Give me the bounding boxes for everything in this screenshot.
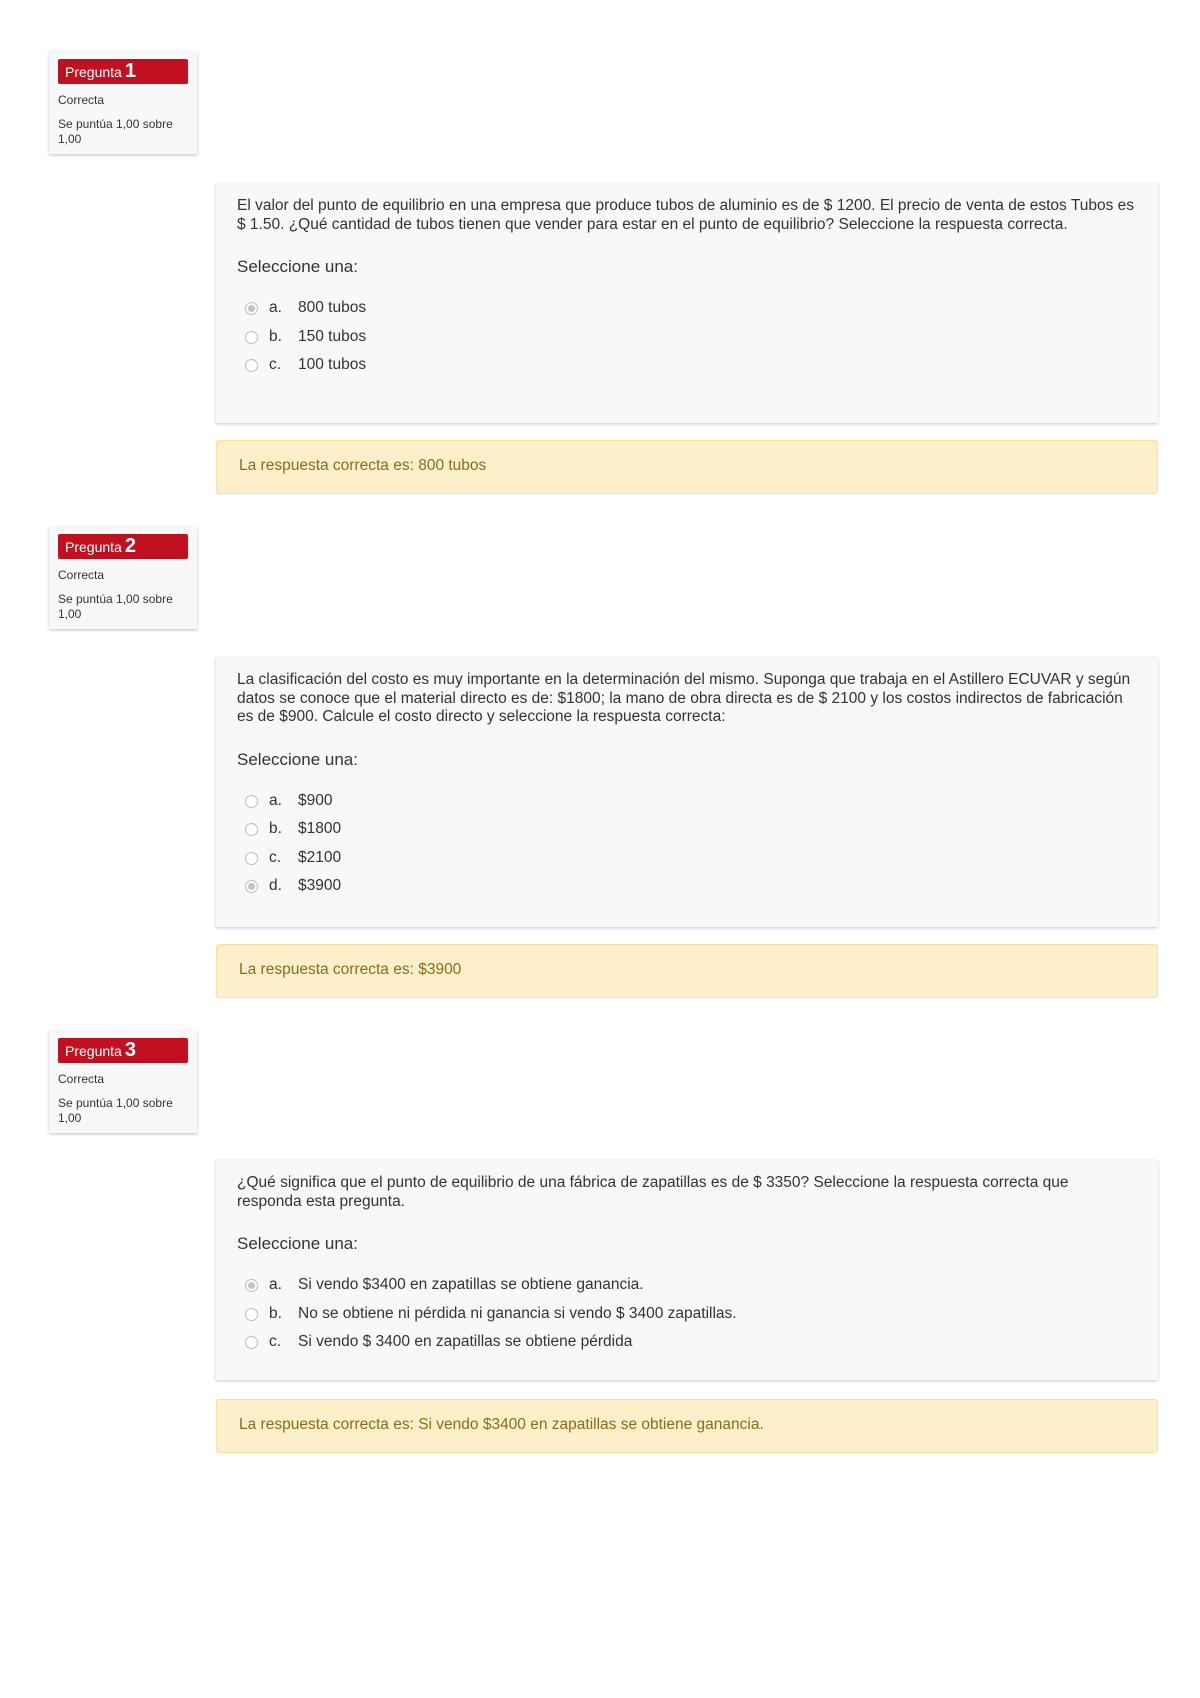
radio-button-selected[interactable] xyxy=(245,880,258,893)
question-number: 2 xyxy=(124,535,136,557)
question-grade: Se puntúa 1,00 sobre 1,00 xyxy=(58,117,173,146)
radio-button-selected[interactable] xyxy=(245,1279,258,1292)
question-number-badge xyxy=(58,534,188,559)
answer-prompt: Seleccione una: xyxy=(237,749,358,769)
question-grade: Se puntúa 1,00 sobre 1,00 xyxy=(58,592,173,621)
answer-list xyxy=(237,791,1136,905)
radio-button[interactable] xyxy=(245,1336,258,1349)
answer-letter: d. xyxy=(269,877,282,894)
answer-letter: b. xyxy=(269,820,282,837)
answer-text: Si vendo $ 3400 en zapatillas se obtiene pérdida xyxy=(298,1333,633,1350)
answer-option[interactable] xyxy=(237,1332,1136,1361)
answer-text: 150 tubos xyxy=(298,327,367,345)
radio-button[interactable] xyxy=(245,331,258,344)
question-text: La clasificación del costo es muy importante en la determinación del mismo. Suponga que trabaja en el Astillero ECUVAR y según datos se conoce que el material directo es de: $1800; la mano de obra directa es de $ 2100 y los costos indirectos de fabricación es de $900. Calcule el costo directo y seleccione la respuesta correcta: xyxy=(237,671,1131,725)
answer-letter: c. xyxy=(269,1333,282,1350)
answer-list xyxy=(237,298,1136,384)
question-state: Correcta xyxy=(58,93,105,107)
answer-option[interactable] xyxy=(237,355,1136,384)
radio-button[interactable] xyxy=(245,852,258,865)
question-badge-label: Pregunta xyxy=(65,539,122,555)
answer-text: $1800 xyxy=(298,820,342,837)
answer-option[interactable] xyxy=(237,848,1136,877)
answer-text: No se obtiene ni pérdida ni ganancia si vendo $ 3400 zapatillas. xyxy=(298,1304,737,1322)
answer-option[interactable] xyxy=(237,298,1136,327)
question-number-badge xyxy=(58,59,188,84)
answer-text: Si vendo $3400 en zapatillas se obtiene ganancia. xyxy=(298,1276,644,1293)
question-info-box xyxy=(49,52,197,154)
question-info-box xyxy=(49,1031,197,1133)
answer-letter: b. xyxy=(269,327,282,345)
question-card xyxy=(216,657,1158,927)
answer-letter: a. xyxy=(269,299,282,316)
question-state: Correcta xyxy=(58,1072,105,1086)
answer-option[interactable] xyxy=(237,791,1136,820)
correct-answer-feedback: La respuesta correcta es: 800 tubos xyxy=(216,440,1158,494)
answer-letter: a. xyxy=(269,1276,282,1293)
question-text: El valor del punto de equilibrio en una empresa que produce tubos de aluminio es de $ 1200. El precio de venta de estos Tubos es $ 1.50. ¿Qué cantidad de tubos tienen que vender para estar en el punto de equilibrio? Seleccione la respuesta correcta. xyxy=(237,197,1135,233)
answer-letter: c. xyxy=(269,356,282,373)
question-card xyxy=(216,183,1158,423)
answer-prompt: Seleccione una: xyxy=(237,1234,358,1253)
question-state: Correcta xyxy=(58,568,105,582)
answer-letter: c. xyxy=(269,848,282,866)
question-badge-label: Pregunta xyxy=(65,1043,122,1059)
correct-answer-feedback: La respuesta correcta es: $3900 xyxy=(216,944,1158,998)
answer-text: $2100 xyxy=(298,848,342,866)
radio-button[interactable] xyxy=(245,823,258,836)
answer-option[interactable] xyxy=(237,327,1136,356)
radio-button-selected[interactable] xyxy=(245,302,258,315)
answer-prompt: Seleccione una: xyxy=(237,257,358,276)
radio-button[interactable] xyxy=(245,359,258,372)
answer-option[interactable] xyxy=(237,1304,1136,1333)
answer-text: 800 tubos xyxy=(298,299,367,316)
question-card xyxy=(216,1160,1158,1380)
question-number: 3 xyxy=(124,1039,136,1061)
answer-option[interactable] xyxy=(237,819,1136,848)
radio-button[interactable] xyxy=(245,795,258,808)
question-badge-label: Pregunta xyxy=(65,64,122,80)
answer-option[interactable] xyxy=(237,876,1136,905)
question-text: ¿Qué significa que el punto de equilibrio de una fábrica de zapatillas es de $ 3350? Seleccione la respuesta correcta que responda esta pregunta. xyxy=(237,1174,1069,1210)
answer-list xyxy=(237,1275,1136,1361)
answer-text: 100 tubos xyxy=(298,356,367,373)
question-info-box xyxy=(49,527,197,629)
answer-text: $900 xyxy=(298,791,333,809)
question-number-badge xyxy=(58,1038,188,1063)
question-grade: Se puntúa 1,00 sobre 1,00 xyxy=(58,1096,173,1125)
answer-option[interactable] xyxy=(237,1275,1136,1304)
correct-answer-feedback: La respuesta correcta es: Si vendo $3400 en zapatillas se obtiene ganancia. xyxy=(216,1399,1158,1453)
answer-letter: a. xyxy=(269,791,282,809)
answer-text: $3900 xyxy=(298,877,342,894)
answer-letter: b. xyxy=(269,1304,282,1322)
radio-button[interactable] xyxy=(245,1308,258,1321)
question-number: 1 xyxy=(124,60,136,82)
